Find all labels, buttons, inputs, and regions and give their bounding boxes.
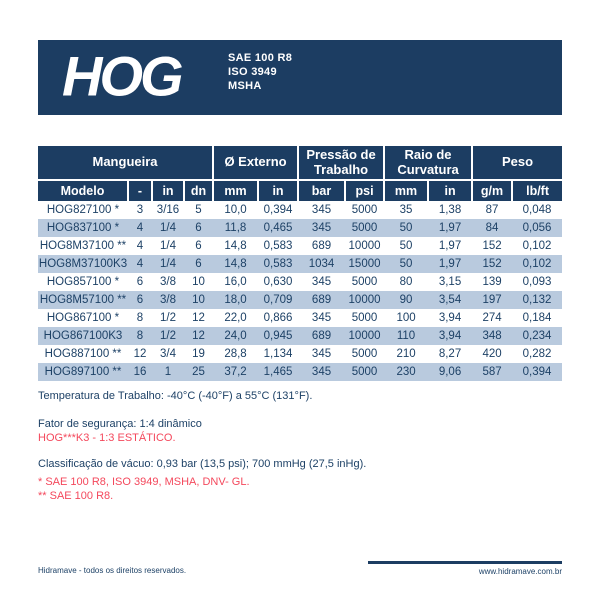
table-cell: 1/2: [152, 309, 184, 327]
standard-item: ISO 3949: [228, 66, 277, 78]
table-cell: 37,2: [213, 363, 258, 381]
table-cell: 345: [298, 219, 345, 237]
table-cell: 0,630: [258, 273, 298, 291]
table-cell: 35: [384, 201, 428, 219]
table-cell: 689: [298, 237, 345, 255]
column-header: bar: [298, 180, 345, 201]
column-header: in: [258, 180, 298, 201]
table-cell: 100: [384, 309, 428, 327]
table-cell: HOG897100 **: [38, 363, 128, 381]
table-cell: 24,0: [213, 327, 258, 345]
table-cell: 18,0: [213, 291, 258, 309]
spec-table: [38, 146, 562, 381]
table-cell: 5: [184, 201, 213, 219]
table-cell: 0,132: [512, 291, 562, 309]
table-row: [38, 309, 562, 327]
table-cell: 345: [298, 273, 345, 291]
column-header: in: [152, 180, 184, 201]
standard-item: MSHA: [228, 80, 262, 92]
table-row: [38, 237, 562, 255]
table-cell: 16,0: [213, 273, 258, 291]
table-cell: 230: [384, 363, 428, 381]
column-group-header: Ø Externo: [213, 146, 298, 180]
table-row: [38, 345, 562, 363]
table-cell: 10000: [345, 237, 384, 255]
table-cell: 6: [128, 273, 152, 291]
table-row: [38, 201, 562, 219]
table-cell: 1,465: [258, 363, 298, 381]
table-cell: 10000: [345, 327, 384, 345]
column-group-header: Pressão de Trabalho: [298, 146, 384, 180]
table-cell: 3,54: [428, 291, 472, 309]
table-cell: HOG8M57100 **: [38, 291, 128, 309]
header-band: [38, 40, 562, 115]
column-group-header: Peso: [472, 146, 562, 180]
footer-website: www.hidramave.com.br: [478, 567, 562, 576]
table-cell: 587: [472, 363, 512, 381]
table-cell: 0,234: [512, 327, 562, 345]
table-cell: HOG887100 **: [38, 345, 128, 363]
table-cell: 1,97: [428, 219, 472, 237]
table-row: [38, 219, 562, 237]
table-cell: 0,056: [512, 219, 562, 237]
table-cell: 25: [184, 363, 213, 381]
table-cell: 10: [184, 273, 213, 291]
note-safety-dynamic: Fator de segurança: 1:4 dinâmico: [38, 418, 202, 430]
table-cell: 11,8: [213, 219, 258, 237]
footnotes: [38, 475, 250, 503]
table-cell: 14,8: [213, 237, 258, 255]
note-safety-static: HOG***K3 - 1:3 ESTÁTICO.: [38, 432, 176, 444]
table-cell: 0,945: [258, 327, 298, 345]
table-cell: 274: [472, 309, 512, 327]
table-cell: 28,8: [213, 345, 258, 363]
column-header: lb/ft: [512, 180, 562, 201]
table-row: [38, 327, 562, 345]
table-cell: 1,38: [428, 201, 472, 219]
table-cell: 689: [298, 291, 345, 309]
table-cell: 1/2: [152, 327, 184, 345]
table-cell: HOG867100K3: [38, 327, 128, 345]
table-cell: 0,394: [512, 363, 562, 381]
table-cell: 0,102: [512, 237, 562, 255]
table-cell: 348: [472, 327, 512, 345]
table-cell: 16: [128, 363, 152, 381]
column-header: dn: [184, 180, 213, 201]
table-cell: 3/8: [152, 291, 184, 309]
table-cell: HOG8M37100K3: [38, 255, 128, 273]
table-cell: 8,27: [428, 345, 472, 363]
table-cell: 4: [128, 255, 152, 273]
table-cell: 345: [298, 201, 345, 219]
table-cell: 0,102: [512, 255, 562, 273]
table-cell: 4: [128, 237, 152, 255]
table-cell: 5000: [345, 363, 384, 381]
column-header: -: [128, 180, 152, 201]
column-header: g/m: [472, 180, 512, 201]
table-cell: 0,465: [258, 219, 298, 237]
table-cell: 3,94: [428, 327, 472, 345]
table-cell: 12: [128, 345, 152, 363]
table-cell: 210: [384, 345, 428, 363]
column-header: Modelo: [38, 180, 128, 201]
table-cell: 9,06: [428, 363, 472, 381]
table-cell: 5000: [345, 345, 384, 363]
table-cell: 152: [472, 255, 512, 273]
note-vacuum: Classificação de vácuo: 0,93 bar (13,5 psi); 700 mmHg (27,5 inHg).: [38, 458, 367, 470]
column-header: mm: [213, 180, 258, 201]
table-cell: 6: [184, 237, 213, 255]
footer-divider-bar: [368, 561, 562, 564]
table-cell: 345: [298, 309, 345, 327]
standard-item: SAE 100 R8: [228, 52, 293, 64]
standards-list: [228, 51, 292, 93]
table-cell: 80: [384, 273, 428, 291]
table-cell: 345: [298, 363, 345, 381]
table-cell: 10: [184, 291, 213, 309]
footer-copyright: Hidramave - todos os direitos reservados.: [38, 566, 187, 575]
table-row: [38, 291, 562, 309]
table-cell: 3/4: [152, 345, 184, 363]
table-cell: 0,709: [258, 291, 298, 309]
table-cell: 8: [128, 327, 152, 345]
table-cell: 0,583: [258, 255, 298, 273]
table-cell: 14,8: [213, 255, 258, 273]
table-cell: 1034: [298, 255, 345, 273]
table-cell: 5000: [345, 309, 384, 327]
table-cell: 1: [152, 363, 184, 381]
table-cell: 12: [184, 309, 213, 327]
table-cell: HOG827100 *: [38, 201, 128, 219]
table-cell: 420: [472, 345, 512, 363]
table-cell: 84: [472, 219, 512, 237]
table-cell: 3/16: [152, 201, 184, 219]
table-cell: 50: [384, 255, 428, 273]
table-cell: 22,0: [213, 309, 258, 327]
table-cell: 12: [184, 327, 213, 345]
table-cell: 139: [472, 273, 512, 291]
table-cell: 1/4: [152, 237, 184, 255]
table-cell: 3,94: [428, 309, 472, 327]
table-cell: 5000: [345, 219, 384, 237]
table-cell: 6: [184, 219, 213, 237]
product-logo: HOG: [62, 43, 181, 107]
table-cell: 152: [472, 237, 512, 255]
table-cell: 6: [128, 291, 152, 309]
table-cell: 0,394: [258, 201, 298, 219]
table-cell: 10,0: [213, 201, 258, 219]
table-cell: 1/4: [152, 255, 184, 273]
table-cell: 0,048: [512, 201, 562, 219]
table-cell: 1/4: [152, 219, 184, 237]
table-cell: 6: [184, 255, 213, 273]
footnote-single-star: * SAE 100 R8, ISO 3949, MSHA, DNV- GL.: [38, 476, 250, 488]
column-group-header: Raio de Curvatura: [384, 146, 472, 180]
table-cell: 8: [128, 309, 152, 327]
note-safety-factor: [38, 417, 202, 445]
table-cell: 0,866: [258, 309, 298, 327]
table-row: [38, 273, 562, 291]
table-cell: 0,093: [512, 273, 562, 291]
table-cell: 5000: [345, 201, 384, 219]
table-cell: 10000: [345, 291, 384, 309]
table-cell: 3/8: [152, 273, 184, 291]
table-cell: 50: [384, 219, 428, 237]
table-cell: 689: [298, 327, 345, 345]
column-header: in: [428, 180, 472, 201]
table-row: [38, 363, 562, 381]
table-cell: 1,97: [428, 237, 472, 255]
table-cell: 110: [384, 327, 428, 345]
table-cell: HOG857100 *: [38, 273, 128, 291]
table-cell: 0,583: [258, 237, 298, 255]
table-subheader-row: [38, 180, 562, 201]
table-cell: 4: [128, 219, 152, 237]
table-cell: HOG837100 *: [38, 219, 128, 237]
table-cell: 197: [472, 291, 512, 309]
column-header: mm: [384, 180, 428, 201]
table-cell: HOG8M37100 **: [38, 237, 128, 255]
column-group-header: Mangueira: [38, 146, 213, 180]
footnote-double-star: ** SAE 100 R8.: [38, 490, 114, 502]
table-group-header-row: [38, 146, 562, 180]
table-cell: 0,282: [512, 345, 562, 363]
note-temperature: Temperatura de Trabalho: -40°C (-40°F) a 55°C (131°F).: [38, 390, 313, 402]
table-cell: 3: [128, 201, 152, 219]
table-row: [38, 255, 562, 273]
table-cell: 1,97: [428, 255, 472, 273]
spec-table-wrap: [38, 146, 562, 381]
table-cell: 87: [472, 201, 512, 219]
column-header: psi: [345, 180, 384, 201]
table-cell: 1,134: [258, 345, 298, 363]
table-cell: HOG867100 *: [38, 309, 128, 327]
table-cell: 19: [184, 345, 213, 363]
table-cell: 345: [298, 345, 345, 363]
table-cell: 3,15: [428, 273, 472, 291]
table-cell: 5000: [345, 273, 384, 291]
table-cell: 0,184: [512, 309, 562, 327]
table-cell: 15000: [345, 255, 384, 273]
table-cell: 50: [384, 237, 428, 255]
table-cell: 90: [384, 291, 428, 309]
